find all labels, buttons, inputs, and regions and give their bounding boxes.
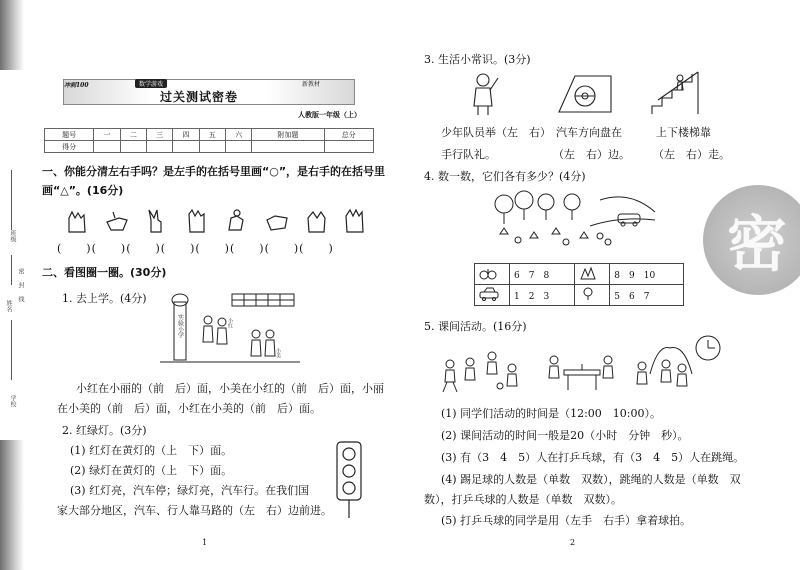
q2-part2-d: 家大部分地区，汽车、行人靠马路的（左 右）边前进。	[57, 504, 332, 517]
score-col: 五	[199, 129, 225, 141]
binding-line	[11, 255, 12, 285]
q1-title-line1: 一、你能分清左右手吗？是左手的在括号里画“○”，是右手的在括号里	[42, 165, 386, 178]
school-label: 学校	[9, 395, 16, 407]
score-row-label: 得分	[45, 141, 94, 153]
q5-b: (2) 课间活动的时间一般是20（小时 分钟 秒）。	[441, 429, 689, 442]
count-icon-cell	[575, 285, 610, 306]
brand-label: 冲刺100	[64, 82, 89, 89]
q3-c2b: （左 右）边。	[553, 148, 630, 161]
q2-part2-a: (1) 红灯在黄灯的（上 下）面。	[70, 444, 233, 457]
hand-icon	[69, 212, 85, 232]
q2-part1-text2: 在小美的（前 后）面，小红在小美的（前 后）面。	[57, 402, 321, 415]
score-cell[interactable]	[120, 141, 146, 153]
score-col: 一	[94, 129, 120, 141]
q5-title: 5. 课间活动。(16分)	[424, 320, 527, 333]
count-options[interactable]: 1 2 3	[510, 285, 575, 306]
label-xiaohong: 小红	[227, 318, 233, 328]
answer-blank[interactable]: ( )	[126, 242, 161, 255]
q1-title-line2: 画“△”。(16分)	[42, 184, 124, 197]
answer-blank[interactable]: ( )	[160, 242, 196, 255]
name-label: 姓名	[5, 300, 12, 312]
hand-icon	[149, 210, 161, 232]
answer-blank[interactable]: ( )	[57, 242, 92, 255]
park-scene-illustration	[490, 190, 660, 248]
answer-blank[interactable]: ( )	[229, 242, 265, 255]
score-col: 题号	[45, 129, 94, 141]
edition-label: 新教材	[302, 81, 321, 88]
q4-title: 4. 数一数，它们各有多少？(4分)	[424, 170, 586, 183]
answer-blank[interactable]: ( )	[195, 242, 230, 255]
q2-part1-text1: 小红在小丽的（前 后）面，小美在小红的（前 后）面，小丽	[76, 382, 384, 395]
badge-label: 数学游戏	[135, 79, 167, 88]
hand-icon	[189, 210, 204, 232]
score-col: 六	[225, 129, 251, 141]
count-icon-cell	[475, 285, 510, 306]
binding-shade-top	[0, 0, 24, 70]
q2-part2-b: (2) 绿灯在黄灯的（上 下）面。	[70, 464, 233, 477]
binding-shade-bottom	[0, 440, 24, 570]
score-col: 附加题	[252, 129, 324, 141]
hand-icon	[267, 216, 287, 230]
page-number-right: 2	[570, 538, 576, 547]
car-icon	[479, 287, 499, 301]
q3-c3b: （左 右）走。	[653, 148, 730, 161]
grass-icon	[579, 266, 597, 280]
answer-blank[interactable]: ( )	[264, 242, 300, 255]
score-cell[interactable]	[199, 141, 225, 153]
hand-icon	[346, 210, 363, 232]
seal-stamp	[703, 185, 800, 295]
q1-blanks[interactable]	[57, 240, 334, 256]
score-cell[interactable]	[225, 141, 251, 153]
score-table	[44, 128, 374, 153]
binding-strip	[0, 0, 34, 570]
grade-label: 人教版一年级（上）	[298, 110, 361, 119]
class-label: 班级	[9, 230, 16, 242]
binding-line	[11, 320, 12, 380]
seal-line-label: 密封线	[17, 268, 24, 310]
score-cell[interactable]	[94, 141, 120, 153]
q3-c2a: 汽车方向盘在	[556, 126, 622, 139]
q5-e: (5) 打乒乓球的同学是用（左手 右手）拿着球拍。	[441, 514, 692, 527]
count-options[interactable]: 8 9 10	[610, 264, 684, 285]
q3-c1b: 手行队礼。	[441, 148, 496, 161]
count-icon-cell	[475, 264, 510, 285]
score-col: 四	[173, 129, 199, 141]
steering-wheel-illustration	[555, 72, 615, 116]
q5-a: (1) 同学们活动的时间是（12:00 10:00）。	[441, 407, 661, 420]
count-table	[474, 263, 684, 306]
score-cell[interactable]	[324, 141, 373, 153]
q5-c: (3) 有（3 4 5）人在打乒乓球，有（3 4 5）人在跳绳。	[441, 451, 745, 464]
hand-icon	[107, 212, 127, 230]
q3-c1a: 少年队员举（左 右）	[441, 126, 551, 139]
q2-part2-c: (3) 红灯亮，汽车停；绿灯亮，汽车行。在我们国	[70, 484, 310, 497]
answer-blank[interactable]: ( )	[299, 242, 334, 255]
q5-d2: 数），打乒乓球的人数是（单数 双数）。	[424, 493, 622, 506]
tree-icon	[579, 287, 597, 301]
score-cell[interactable]	[173, 141, 199, 153]
school-gate-illustration	[160, 290, 300, 368]
q2-part1-title: 1. 去上学。(4分)	[62, 292, 147, 305]
answer-blank[interactable]: ( )	[91, 242, 127, 255]
traffic-light-illustration	[334, 440, 364, 520]
count-options[interactable]: 6 7 8	[510, 264, 575, 285]
score-cell[interactable]	[252, 141, 324, 153]
recess-activities-illustration	[436, 334, 726, 394]
score-col: 总分	[324, 129, 373, 141]
hand-icon	[308, 212, 325, 232]
q3-title: 3. 生活小常识。(3分)	[424, 53, 531, 66]
school-sign: 实验小学	[176, 314, 184, 338]
seal-stamp-text: 密	[727, 210, 787, 280]
page-title: 过关测试密卷	[160, 90, 239, 104]
label-xiaomei: 小美	[275, 348, 281, 358]
binding-line	[11, 170, 12, 230]
score-col: 二	[120, 129, 146, 141]
binoculars-icon	[479, 266, 497, 280]
page-number-left: 1	[202, 538, 208, 547]
hand-gestures-illustration	[60, 206, 370, 234]
hand-icon	[229, 210, 243, 230]
salute-illustration	[458, 72, 508, 116]
score-cell[interactable]	[146, 141, 172, 153]
q2-part2-title: 2. 红绿灯。(3分)	[62, 424, 147, 437]
count-icon-cell	[575, 264, 610, 285]
q2-title: 二、看图圈一圈。(30分)	[42, 266, 167, 279]
count-options[interactable]: 5 6 7	[610, 285, 684, 306]
score-col: 三	[146, 129, 172, 141]
q3-c3a: 上下楼梯靠	[656, 126, 711, 139]
q5-d1: (4) 踢足球的人数是（单数 双数），跳绳的人数是（单数 双	[441, 473, 741, 486]
stairs-illustration	[650, 70, 706, 116]
